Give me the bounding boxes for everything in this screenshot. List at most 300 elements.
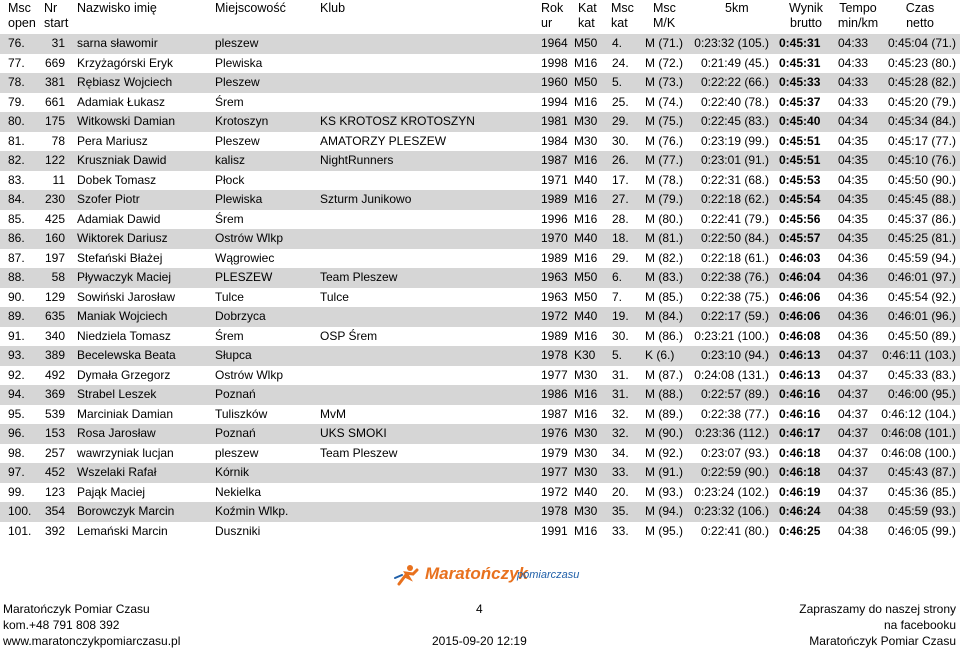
cell-rok: 1964 (541, 36, 568, 50)
table-row (0, 483, 960, 503)
header-city: Miejscowość (215, 1, 286, 15)
cell-rok: 1994 (541, 94, 568, 109)
cell-5km: 0:23:19 (99.) (700, 133, 769, 148)
cell-nr: 175 (44, 114, 65, 128)
cell-5km: 0:24:08 (131.) (694, 367, 769, 382)
cell-nr: 58 (51, 270, 65, 284)
cell-netto: 0:45:45 (88.) (887, 192, 956, 206)
cell-msc-mk: M (71.) (645, 36, 684, 50)
cell-brutto: 0:45:51 (779, 133, 821, 148)
cell-kat: M50 (574, 36, 598, 50)
header-rok-ur: Rok ur (541, 1, 564, 30)
cell-5km: 0:22:38 (76.) (700, 270, 769, 284)
cell-5km: 0:23:10 (94.) (700, 348, 769, 362)
cell-brutto: 0:46:16 (779, 406, 821, 421)
cell-netto: 0:45:25 (81.) (887, 231, 956, 245)
table-row (0, 346, 960, 366)
cell-name: Niedziela Tomasz (77, 328, 171, 343)
cell-name: Becelewska Beata (77, 348, 176, 362)
cell-name: Kruszniak Dawid (77, 153, 167, 167)
table-row (0, 522, 960, 542)
cell-tempo: 04:36 (838, 309, 869, 323)
cell-kat: M40 (574, 309, 598, 323)
cell-brutto: 0:46:13 (779, 348, 821, 362)
cell-city: Dobrzyca (215, 309, 266, 323)
cell-netto: 0:45:43 (87.) (887, 465, 956, 479)
cell-msc: 76. (8, 36, 25, 50)
cell-netto: 0:45:20 (79.) (887, 94, 956, 109)
cell-msc-kat: 33. (612, 465, 629, 479)
cell-city: Tuliszków (215, 406, 268, 421)
cell-nr: 669 (44, 55, 65, 70)
cell-kat: M16 (574, 406, 598, 421)
cell-rok: 1978 (541, 348, 568, 362)
cell-5km: 0:21:49 (45.) (700, 55, 769, 70)
cell-msc-kat: 34. (612, 445, 629, 460)
cell-tempo: 04:37 (838, 406, 869, 421)
cell-city: Ostrów Wlkp (215, 367, 284, 382)
cell-club: UKS SMOKI (320, 426, 387, 440)
table-row (0, 463, 960, 483)
cell-city: Krotoszyn (215, 114, 269, 128)
cell-5km: 0:23:01 (91.) (700, 153, 769, 167)
cell-club: NightRunners (320, 153, 394, 167)
cell-5km: 0:23:32 (105.) (694, 36, 769, 50)
cell-5km: 0:23:32 (106.) (694, 504, 769, 518)
cell-brutto: 0:45:33 (779, 75, 821, 89)
footer-page-number: 4 (476, 602, 483, 616)
table-row (0, 132, 960, 152)
cell-name: Witkowski Damian (77, 114, 176, 128)
header-msc-kat: Msc kat (611, 1, 634, 30)
cell-msc: 82. (8, 153, 25, 167)
cell-brutto: 0:46:18 (779, 465, 821, 479)
cell-5km: 0:22:38 (77.) (700, 406, 769, 421)
cell-tempo: 04:36 (838, 328, 869, 343)
cell-tempo: 04:35 (838, 211, 869, 226)
cell-kat: M30 (574, 367, 598, 382)
cell-netto: 0:45:37 (86.) (887, 211, 956, 226)
cell-nr: 11 (52, 172, 65, 187)
cell-tempo: 04:33 (838, 55, 869, 70)
logo-main-text: Maratończyk (425, 564, 528, 583)
maratonczyk-logo (393, 562, 580, 588)
cell-kat: M16 (574, 250, 598, 265)
table-row (0, 268, 960, 288)
cell-name: Pera Mariusz (77, 133, 148, 148)
cell-city: Poznań (215, 426, 256, 440)
cell-msc-kat: 27. (612, 192, 629, 206)
cell-msc-mk: M (87.) (645, 367, 684, 382)
cell-name: Adamiak Dawid (77, 211, 161, 226)
cell-brutto: 0:45:53 (779, 172, 821, 187)
cell-5km: 0:23:07 (93.) (700, 445, 769, 460)
cell-msc: 88. (8, 270, 25, 284)
cell-msc-mk: M (86.) (645, 328, 684, 343)
header-nr-start: Nr start (44, 1, 69, 30)
cell-brutto: 0:45:54 (779, 192, 821, 206)
table-row (0, 210, 960, 230)
cell-rok: 1960 (541, 75, 568, 89)
cell-city: pleszew (215, 445, 259, 460)
header-brutto: Wynik brutto (789, 1, 823, 30)
header-5km: 5km (725, 1, 749, 15)
cell-msc: 91. (8, 328, 25, 343)
cell-nr: 381 (44, 75, 65, 89)
cell-5km: 0:23:21 (100.) (694, 328, 769, 343)
cell-name: Pająk Maciej (77, 484, 146, 499)
cell-msc-kat: 33. (612, 523, 629, 538)
cell-msc-mk: M (88.) (645, 387, 684, 401)
cell-msc: 85. (8, 211, 25, 226)
cell-kat: M30 (574, 465, 598, 479)
cell-name: Stefański Błażej (77, 250, 163, 265)
cell-msc-mk: M (74.) (645, 94, 684, 109)
cell-brutto: 0:45:57 (779, 231, 821, 245)
cell-kat: M30 (574, 426, 598, 440)
cell-name: Sowiński Jarosław (77, 289, 176, 304)
cell-brutto: 0:46:19 (779, 484, 821, 499)
cell-brutto: 0:46:16 (779, 387, 821, 401)
cell-brutto: 0:46:25 (779, 523, 821, 538)
cell-kat: M40 (574, 231, 598, 245)
table-row (0, 444, 960, 464)
cell-msc: 81. (8, 133, 25, 148)
cell-msc-mk: M (89.) (645, 406, 684, 421)
cell-5km: 0:23:36 (112.) (695, 426, 769, 440)
cell-kat: M30 (574, 114, 598, 128)
cell-netto: 0:46:01 (97.) (887, 270, 956, 284)
cell-nr: 153 (44, 426, 65, 440)
cell-msc-mk: M (80.) (645, 211, 684, 226)
cell-nr: 78 (51, 133, 65, 148)
cell-brutto: 0:46:08 (779, 328, 821, 343)
cell-kat: M16 (574, 211, 598, 226)
cell-city: Wągrowiec (215, 250, 275, 265)
table-row (0, 249, 960, 269)
cell-tempo: 04:33 (838, 94, 869, 109)
cell-city: Płock (215, 172, 245, 187)
cell-msc-kat: 7. (612, 289, 623, 304)
cell-msc: 80. (8, 114, 25, 128)
cell-rok: 1989 (541, 328, 568, 343)
table-header (0, 0, 960, 34)
cell-msc-mk: M (85.) (645, 289, 684, 304)
cell-netto: 0:45:34 (84.) (887, 114, 956, 128)
cell-msc-kat: 24. (612, 55, 629, 70)
header-club: Klub (320, 1, 346, 15)
cell-msc-mk: M (78.) (645, 172, 684, 187)
cell-msc-kat: 31. (612, 387, 629, 401)
header-tempo: Tempo min/km (837, 1, 879, 30)
cell-msc-mk: M (84.) (645, 309, 684, 323)
cell-msc: 92. (8, 367, 25, 382)
cell-5km: 0:22:41 (79.) (700, 211, 769, 226)
cell-club: Tulce (320, 289, 349, 304)
cell-kat: M30 (574, 504, 598, 518)
cell-city: Plewiska (215, 192, 263, 206)
cell-rok: 1986 (541, 387, 568, 401)
cell-msc-kat: 5. (612, 348, 623, 362)
cell-msc-mk: M (82.) (645, 250, 684, 265)
cell-nr: 369 (44, 387, 65, 401)
cell-msc-kat: 4. (612, 36, 623, 50)
cell-msc: 101. (8, 523, 32, 538)
cell-5km: 0:22:17 (59.) (700, 309, 769, 323)
cell-kat: M16 (574, 387, 598, 401)
cell-nr: 123 (44, 484, 65, 499)
footer-company-right: Maratończyk Pomiar Czasu (809, 634, 956, 648)
cell-msc-kat: 29. (612, 250, 629, 265)
cell-rok: 1963 (541, 289, 568, 304)
header-msc-open: Msc open (8, 1, 36, 30)
cell-rok: 1979 (541, 445, 568, 460)
cell-name: Rębiasz Wojciech (77, 75, 173, 89)
logo-sub-text: pomiarczasu (517, 569, 580, 581)
cell-msc-kat: 26. (612, 153, 629, 167)
cell-netto: 0:45:10 (76.) (887, 153, 956, 167)
cell-name: Dymała Grzegorz (77, 367, 171, 382)
cell-5km: 0:22:38 (75.) (700, 289, 769, 304)
table-row (0, 151, 960, 171)
cell-nr: 340 (44, 328, 65, 343)
cell-tempo: 04:37 (838, 367, 869, 382)
cell-msc: 99. (8, 484, 25, 499)
cell-5km: 0:22:59 (90.) (700, 465, 769, 479)
cell-kat: M50 (574, 289, 598, 304)
cell-netto: 0:46:00 (95.) (887, 387, 956, 401)
cell-msc-mk: M (79.) (645, 192, 684, 206)
cell-name: Borowczyk Marcin (77, 504, 175, 518)
cell-brutto: 0:46:24 (779, 504, 821, 518)
results-table (0, 34, 960, 541)
cell-kat: M30 (574, 133, 598, 148)
table-row (0, 190, 960, 210)
cell-nr: 122 (44, 153, 65, 167)
cell-city: PLESZEW (215, 270, 273, 284)
cell-msc: 97. (8, 465, 25, 479)
cell-msc-kat: 6. (612, 270, 623, 284)
cell-city: pleszew (215, 36, 259, 50)
cell-msc-mk: M (95.) (645, 523, 684, 538)
cell-5km: 0:22:57 (89.) (700, 387, 769, 401)
cell-msc-kat: 19. (612, 309, 629, 323)
table-row (0, 424, 960, 444)
cell-brutto: 0:45:40 (779, 114, 821, 128)
header-kat: Kat kat (578, 1, 597, 30)
cell-msc-mk: M (91.) (645, 465, 684, 479)
cell-5km: 0:22:40 (78.) (700, 94, 769, 109)
cell-nr: 354 (44, 504, 65, 518)
cell-nr: 452 (44, 465, 65, 479)
cell-club: OSP Śrem (320, 328, 378, 343)
cell-msc-mk: M (81.) (645, 231, 684, 245)
cell-netto: 0:46:08 (100.) (881, 445, 956, 460)
cell-rok: 1972 (541, 309, 568, 323)
cell-name: Szofer Piotr (77, 192, 140, 206)
cell-msc-kat: 25. (612, 94, 629, 109)
cell-tempo: 04:38 (838, 504, 869, 518)
cell-club: Szturm Junikowo (320, 192, 412, 206)
cell-rok: 1978 (541, 504, 568, 518)
cell-nr: 160 (44, 231, 65, 245)
table-row (0, 93, 960, 113)
cell-city: Słupca (215, 348, 252, 362)
cell-tempo: 04:36 (838, 250, 869, 265)
cell-tempo: 04:35 (838, 153, 869, 167)
cell-name: Rosa Jarosław (77, 426, 156, 440)
footer-date: 2015-09-20 12:19 (432, 634, 527, 648)
cell-city: kalisz (215, 153, 246, 167)
cell-rok: 1989 (541, 192, 568, 206)
cell-brutto: 0:45:56 (779, 211, 821, 226)
cell-msc: 87. (8, 250, 25, 265)
table-row (0, 502, 960, 522)
cell-msc-kat: 35. (612, 504, 629, 518)
header-netto: Czas netto (905, 1, 935, 30)
cell-city: Plewiska (215, 55, 263, 70)
cell-kat: M50 (574, 75, 598, 89)
cell-city: Ostrów Wlkp (215, 231, 284, 245)
table-row (0, 405, 960, 425)
cell-brutto: 0:45:51 (779, 153, 821, 167)
cell-rok: 1977 (541, 465, 568, 479)
cell-netto: 0:45:36 (85.) (887, 484, 956, 499)
cell-name: Krzyżagórski Eryk (77, 55, 174, 70)
cell-kat: M16 (574, 328, 598, 343)
cell-msc: 83. (8, 172, 25, 187)
cell-5km: 0:22:18 (62.) (700, 192, 769, 206)
cell-nr: 635 (44, 309, 65, 323)
cell-kat: M16 (574, 523, 598, 538)
cell-netto: 0:46:12 (104.) (881, 406, 956, 421)
cell-brutto: 0:45:31 (779, 55, 821, 70)
cell-city: Tulce (215, 289, 244, 304)
cell-5km: 0:22:41 (80.) (700, 523, 769, 538)
table-row (0, 307, 960, 327)
cell-name: Wiktorek Dariusz (77, 231, 168, 245)
cell-msc-mk: M (75.) (645, 114, 684, 128)
cell-tempo: 04:37 (838, 445, 869, 460)
cell-rok: 1981 (541, 114, 568, 128)
footer-website[interactable]: www.maratonczykpomiarczasu.pl (3, 634, 181, 648)
cell-5km: 0:22:18 (61.) (700, 250, 769, 265)
cell-msc-mk: M (77.) (645, 153, 684, 167)
cell-msc: 98. (8, 445, 25, 460)
cell-nr: 492 (44, 367, 65, 382)
cell-msc: 78. (8, 75, 25, 89)
cell-kat: M40 (574, 484, 598, 499)
table-row (0, 385, 960, 405)
cell-brutto: 0:46:04 (779, 270, 821, 284)
runner-logo-icon (393, 564, 421, 586)
cell-city: Koźmin Wlkp. (215, 504, 289, 518)
cell-rok: 1987 (541, 406, 568, 421)
cell-msc: 95. (8, 406, 25, 421)
table-row (0, 34, 960, 54)
cell-club: AMATORZY PLESZEW (320, 133, 447, 148)
cell-msc: 89. (8, 309, 25, 323)
cell-kat: K30 (574, 348, 596, 362)
cell-brutto: 0:46:18 (779, 445, 821, 460)
cell-kat: M40 (574, 172, 598, 187)
cell-rok: 1989 (541, 250, 568, 265)
cell-name: Adamiak Łukasz (77, 94, 166, 109)
cell-nr: 230 (44, 192, 65, 206)
cell-nr: 31 (51, 36, 65, 50)
cell-rok: 1977 (541, 367, 568, 382)
cell-name: Pływaczyk Maciej (77, 270, 172, 284)
cell-msc-mk: M (72.) (645, 55, 684, 70)
cell-netto: 0:46:01 (96.) (887, 309, 956, 323)
cell-rok: 1976 (541, 426, 568, 440)
cell-name: wawrzyniak lucjan (77, 445, 174, 460)
cell-tempo: 04:37 (838, 484, 869, 499)
cell-netto: 0:45:50 (89.) (887, 328, 956, 343)
cell-msc-kat: 18. (612, 231, 629, 245)
cell-brutto: 0:46:17 (779, 426, 821, 440)
cell-netto: 0:45:54 (92.) (887, 289, 956, 304)
header-msc-mk: Msc M/K (653, 1, 676, 30)
cell-brutto: 0:45:31 (779, 36, 821, 50)
cell-netto: 0:46:05 (99.) (887, 523, 956, 538)
cell-city: Pleszew (215, 75, 260, 89)
cell-city: Pleszew (215, 133, 260, 148)
cell-msc: 77. (8, 55, 25, 70)
cell-tempo: 04:34 (838, 114, 869, 128)
cell-tempo: 04:37 (838, 426, 869, 440)
cell-netto: 0:45:17 (77.) (887, 133, 956, 148)
cell-msc-mk: M (94.) (645, 504, 684, 518)
cell-kat: M16 (574, 94, 598, 109)
cell-msc: 86. (8, 231, 25, 245)
cell-rok: 1970 (541, 231, 568, 245)
cell-msc-mk: M (83.) (645, 270, 684, 284)
cell-tempo: 04:33 (838, 36, 869, 50)
cell-name: sarna sławomir (77, 36, 158, 50)
cell-msc: 79. (8, 94, 25, 109)
footer-company: Maratończyk Pomiar Czasu (3, 602, 150, 616)
cell-5km: 0:23:24 (102.) (694, 484, 769, 499)
cell-5km: 0:22:31 (68.) (700, 172, 769, 187)
cell-city: Nekielka (215, 484, 262, 499)
cell-name: Strabel Leszek (77, 387, 157, 401)
cell-5km: 0:22:22 (66.) (700, 75, 769, 89)
cell-nr: 392 (44, 523, 65, 538)
cell-club: MvM (320, 406, 346, 421)
cell-kat: M16 (574, 153, 598, 167)
cell-city: Duszniki (215, 523, 261, 538)
footer-invite: Zapraszamy do naszej strony (799, 602, 956, 616)
cell-rok: 1984 (541, 133, 568, 148)
table-row (0, 73, 960, 93)
cell-kat: M30 (574, 445, 598, 460)
cell-msc-mk: M (73.) (645, 75, 684, 89)
cell-name: Lemański Marcin (77, 523, 168, 538)
cell-netto: 0:45:59 (93.) (887, 504, 956, 518)
footer-facebook[interactable]: na facebooku (883, 618, 956, 632)
table-row (0, 112, 960, 132)
cell-msc-kat: 32. (612, 426, 629, 440)
cell-tempo: 04:37 (838, 387, 869, 401)
cell-msc: 93. (8, 348, 25, 362)
cell-tempo: 04:37 (838, 465, 869, 479)
cell-tempo: 04:35 (838, 192, 869, 206)
cell-msc-mk: M (92.) (645, 445, 684, 460)
cell-nr: 257 (44, 445, 65, 460)
cell-msc-kat: 30. (612, 133, 629, 148)
table-row (0, 366, 960, 386)
